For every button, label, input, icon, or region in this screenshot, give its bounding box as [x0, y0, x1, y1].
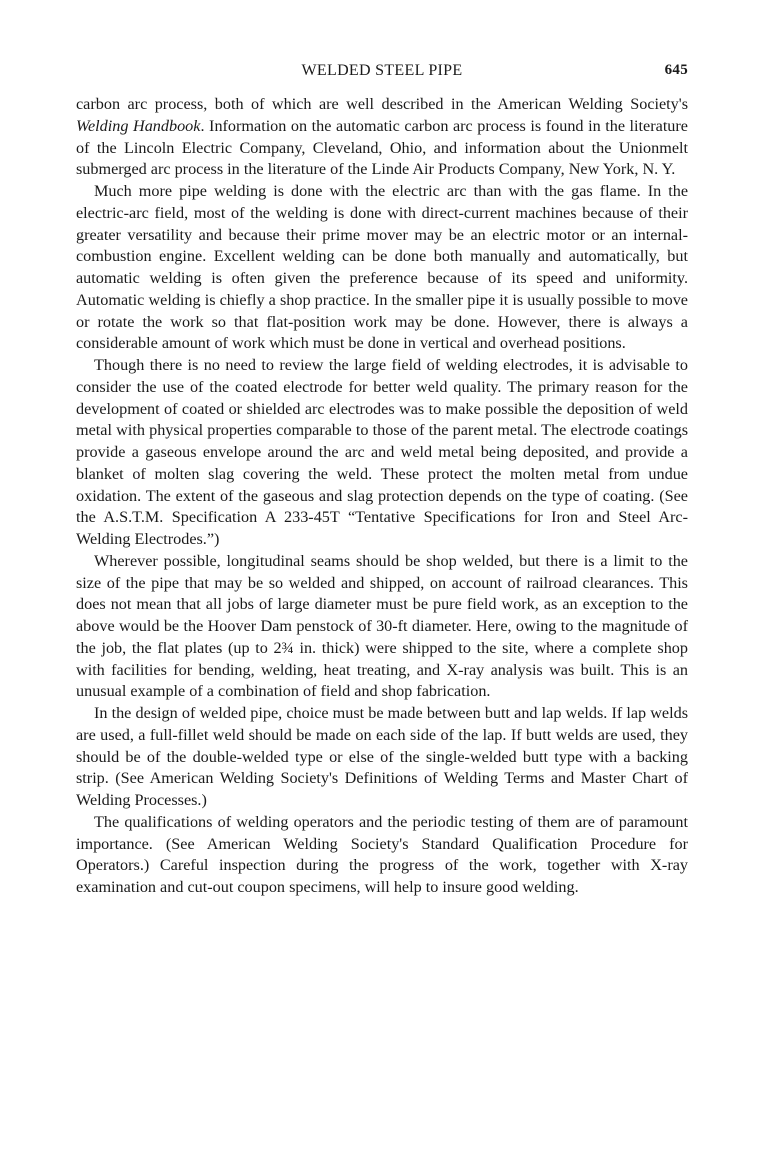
- text-segment: In the design of welded pipe, choice must be made between butt and lap welds. If lap welds are used, a full-fillet weld should be made on each side of the lap. If butt welds are used, they should be of the double-welded type or else of the single-welded butt type with a backing strip. (See American Welding Society's Definitions of Welding Terms and Master Chart of Welding Processes.): [76, 704, 688, 809]
- text-segment: Wherever possible, longitudinal seams should be shop welded, but there is a limit to the size of the pipe that may be so welded and shipped, on account of railroad clearances. This does not mean that all jobs of large diameter must be pure field work, as an exception to the above would be the Hoover Dam penstock of 30-ft diameter. Here, owing to the magnitude of the job, the flat plates (up to 2¾ in. thick) were shipped to the site, where a complete shop with facilities for bending, welding, heat treating, and X-ray analysis was built. This is an unusual example of a combination of field and shop fabrication.: [76, 551, 688, 701]
- paragraph: [76, 355, 688, 551]
- text-segment: carbon arc process, both of which are well described in the American Welding Society's: [76, 95, 688, 113]
- text-segment: Much more pipe welding is done with the electric arc than with the gas flame. In the electric-arc field, most of the welding is done with direct-current machines because of their greater versatility and because their prime mover may be an electric motor or an internal-combustion engine. Excellent welding can be done both manually and automatically, but automatic welding is often given the preference because of its speed and uniformity. Automatic welding is chiefly a shop practice. In the smaller pipe it is usually possible to move or rotate the work so that flat-position work may be done. However, there is always a considerable amount of work which must be done in vertical and overhead positions.: [76, 182, 688, 353]
- page-number: 645: [664, 62, 688, 78]
- document-page: [76, 62, 688, 899]
- book-title: Welding Handbook: [76, 116, 201, 135]
- text-segment: The qualifications of welding operators and the periodic testing of them are of paramount importance. (See American Welding Society's Standard Qualification Procedure for Operators.) Careful inspection during the progress of the work, together with X-ray examination and cut-out coupon specimens, will help to insure good welding.: [76, 812, 688, 896]
- body-text: [76, 94, 688, 899]
- paragraph: [76, 703, 688, 812]
- running-title: WELDED STEEL PIPE: [301, 62, 463, 79]
- paragraph: [76, 812, 688, 899]
- text-segment: . Information on the automatic carbon arc process is found in the literature of the Lincoln Electric Company, Cleveland, Ohio, and information about the Unionmelt submerged arc process in the literature of the Linde Air Products Company, New York, N. Y.: [76, 116, 688, 179]
- text-segment: Though there is no need to review the large field of welding electrodes, it is advisable to consider the use of the coated electrode for better weld quality. The primary reason for the development of coated or shielded arc electrodes was to make possible the deposition of weld metal with physical properties comparable to those of the parent metal. The electrode coatings provide a gaseous envelope around the arc and weld metal being deposited, and provide a blanket of molten slag covering the weld. These protect the molten metal from undue oxidation. The extent of the gaseous and slag protection depends on the type of coating. (See the A.S.T.M. Specification A 233-45T “Tentative Specifications for Iron and Steel Arc-Welding Electrodes.”): [76, 356, 688, 548]
- paragraph: [76, 94, 688, 181]
- running-head: [76, 62, 688, 90]
- paragraph: [76, 181, 688, 355]
- paragraph: [76, 551, 688, 703]
